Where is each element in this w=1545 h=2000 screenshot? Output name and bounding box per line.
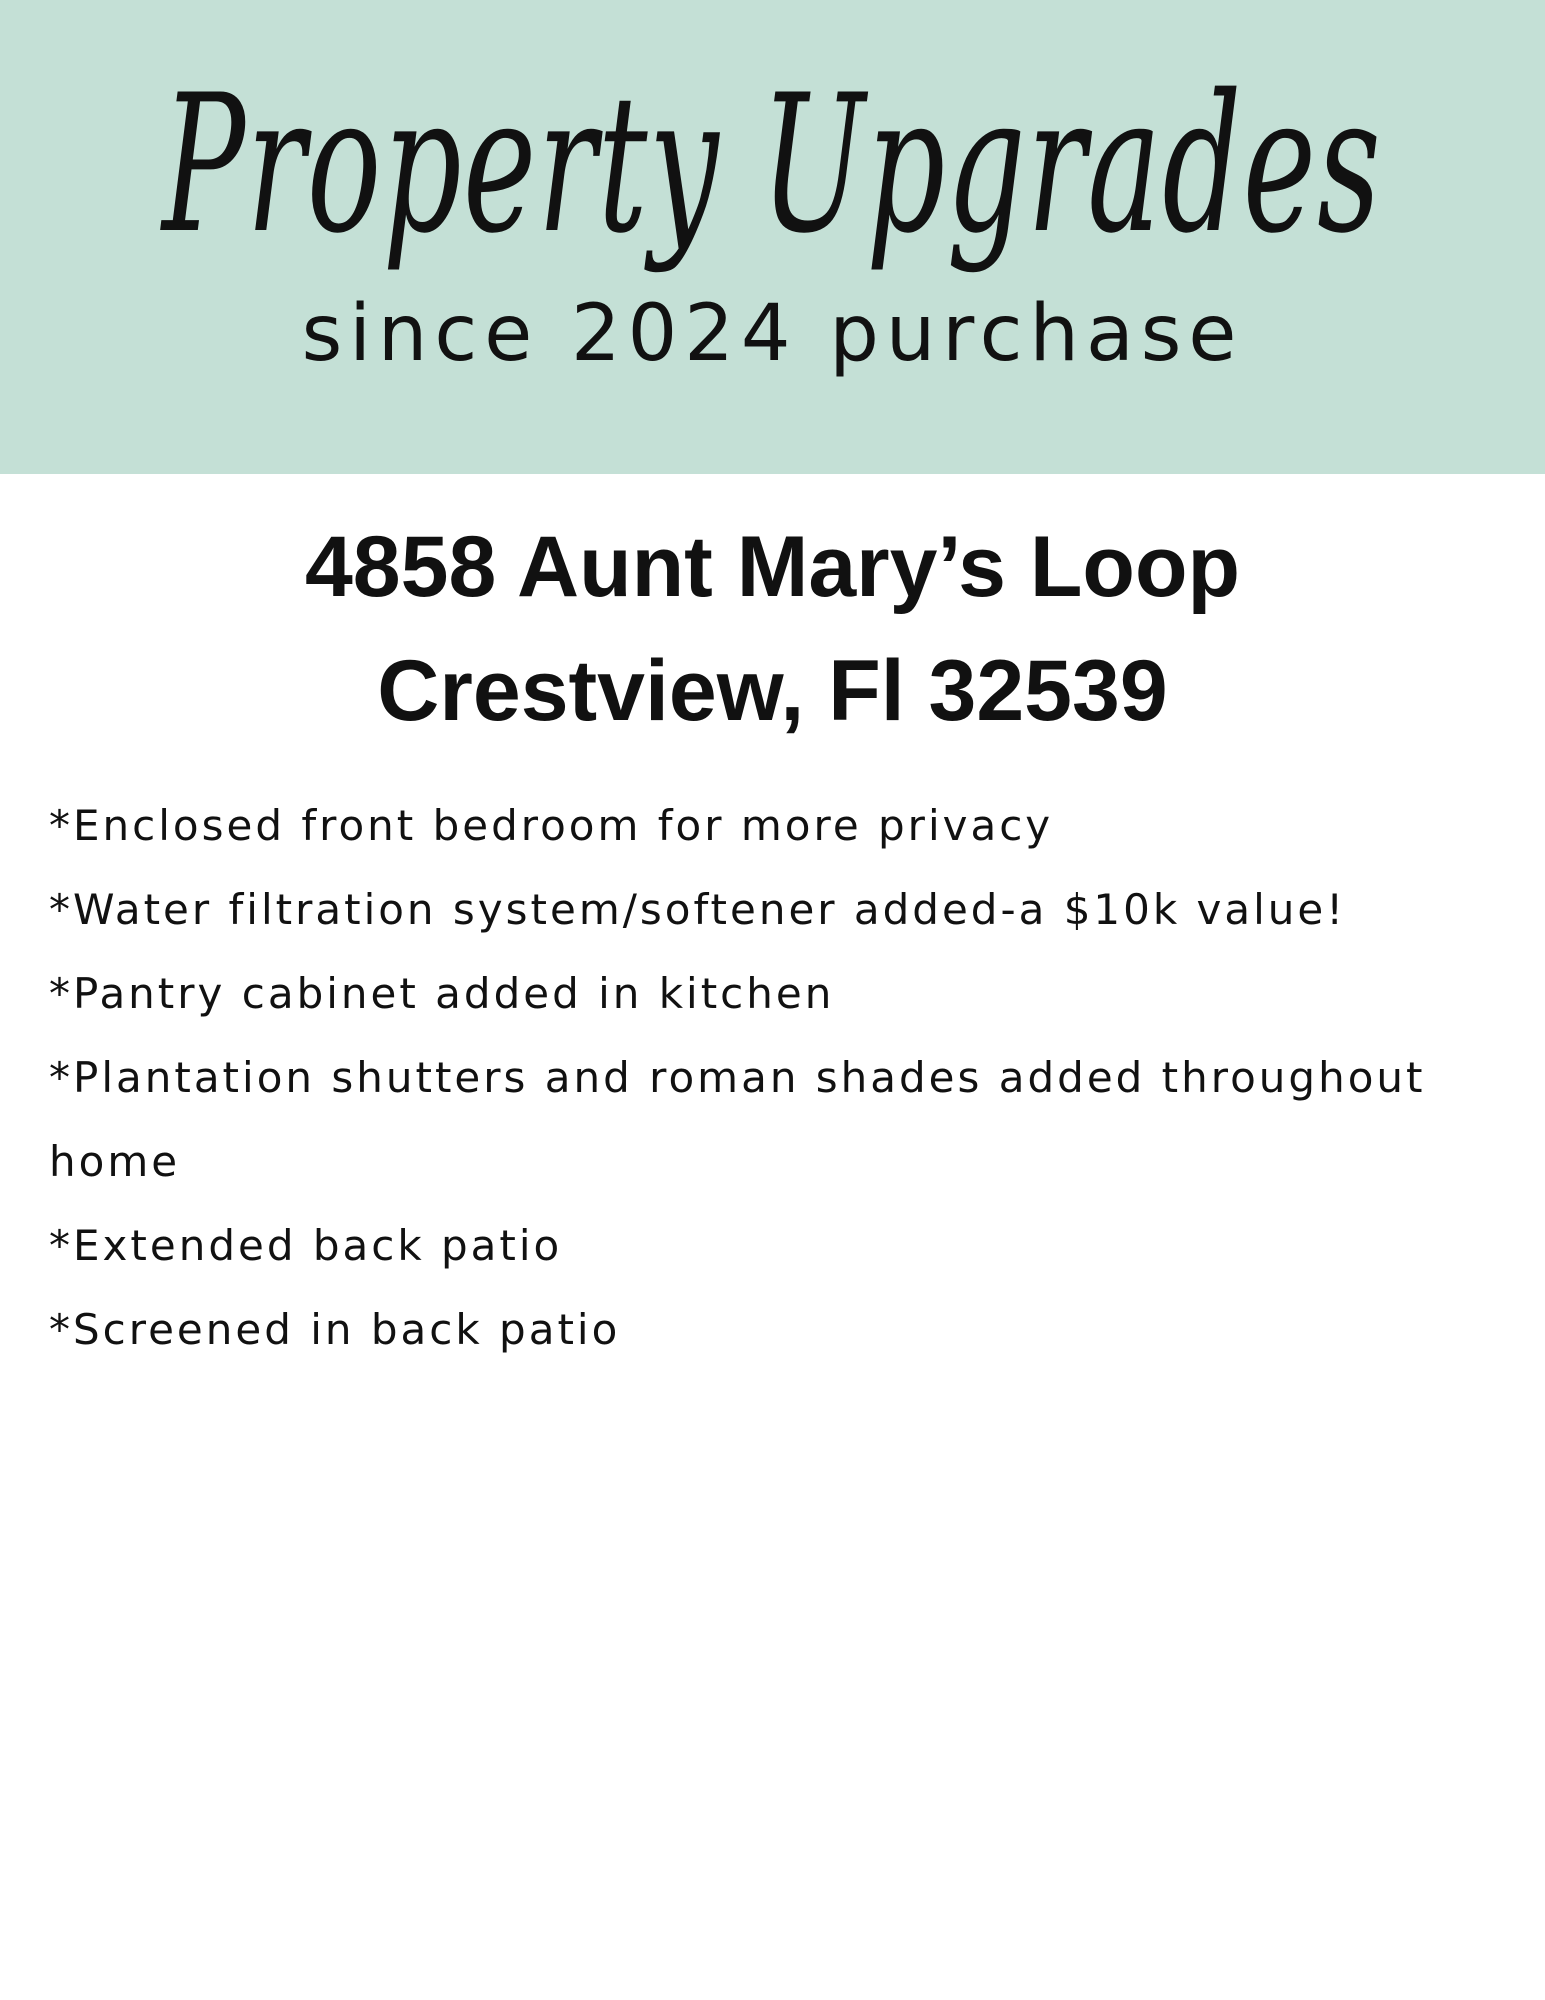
- address-street: 4858 Aunt Mary’s Loop: [304, 519, 1241, 615]
- title-text: Property Upgrades: [160, 54, 1382, 275]
- list-item: *Plantation shutters and roman shades added throughout home: [49, 1053, 1426, 1186]
- upgrades-list: [49, 784, 1509, 1372]
- list-item: *Extended back patio: [49, 1221, 563, 1270]
- property-address: [0, 505, 1545, 753]
- address-city-state-zip: Crestview, Fl 32539: [377, 643, 1168, 739]
- script-title: [0, 10, 1545, 300]
- list-item: *Water filtration system/softener added-a $10k value!: [49, 885, 1347, 934]
- list-item: *Pantry cabinet added in kitchen: [49, 969, 835, 1018]
- list-item: *Screened in back patio: [49, 1305, 621, 1354]
- header-banner: [0, 0, 1545, 474]
- list-item: *Enclosed front bedroom for more privacy: [49, 801, 1054, 850]
- subtitle: since 2024 purchase: [301, 289, 1244, 379]
